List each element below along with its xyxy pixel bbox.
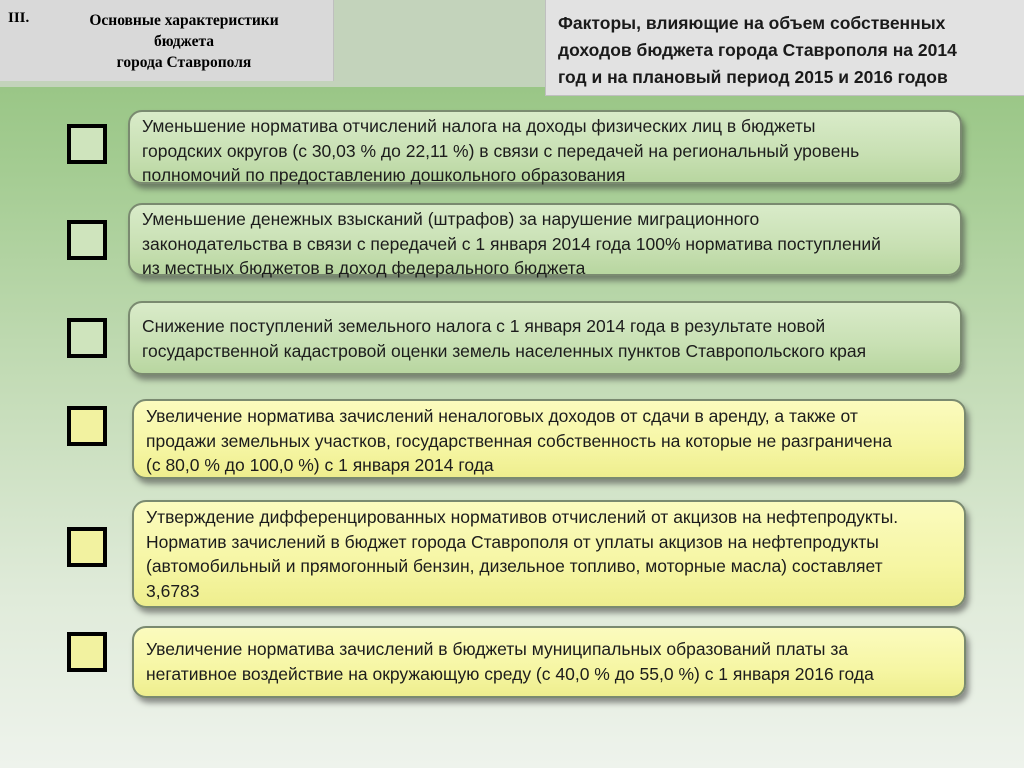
factor-4-card <box>132 399 966 479</box>
factor-6-card <box>132 626 966 698</box>
factors-header <box>545 0 1024 96</box>
factor-4-text: Увеличение норматива зачислений неналоговых доходов от сдачи в аренду, а также от продажи земельных участков, государственная собственность на которые не разграничена (с 80,0 % до 100,0 %) с 1 января 2014 года <box>146 406 892 475</box>
factor-4-checkbox[interactable] <box>67 406 107 446</box>
section-header <box>0 0 334 81</box>
factor-6-text: Увеличение норматива зачислений в бюджеты муниципальных образований платы за негативное воздействие на окружающую среду (с 40,0 % до 55,0 %) с 1 января 2016 года <box>146 639 874 684</box>
factor-2-checkbox[interactable] <box>67 220 107 260</box>
factor-5-card <box>132 500 966 608</box>
factor-1-text: Уменьшение норматива отчислений налога на доходы физических лиц в бюджеты городских округов (с 30,03 % до 22,11 %) в связи с передачей на региональный уровень полномочий по предоставлению дошкольного образования <box>142 116 860 185</box>
factor-5-checkbox[interactable] <box>67 527 107 567</box>
factor-5-text: Утверждение дифференцированных нормативов отчислений от акцизов на нефтепродукты. Норматив зачислений в бюджет города Ставрополя от уплаты акцизов на нефтепродукты (автомобильный и прямогонный бензин, дизельное топливо, моторные масла) составляет 3,6783 <box>146 507 899 601</box>
factor-3-card <box>128 301 962 375</box>
section-number: III. <box>8 10 30 26</box>
section-title: Основные характеристики бюджета города Ставрополя <box>89 12 279 71</box>
factor-2-text: Уменьшение денежных взысканий (штрафов) за нарушение миграционного законодательства в связи с передачей с 1 января 2014 года 100% норматива поступлений из местных бюджетов в доход федерального бюджета <box>142 209 881 278</box>
factor-1-checkbox[interactable] <box>67 124 107 164</box>
factor-3-checkbox[interactable] <box>67 318 107 358</box>
factors-title: Факторы, влияющие на объем собственных доходов бюджета города Ставрополя на 2014 год и на плановый период 2015 и 2016 годов <box>558 13 957 87</box>
factor-1-card <box>128 110 962 184</box>
factor-3-text: Снижение поступлений земельного налога с 1 января 2014 года в результате новой государственной кадастровой оценки земель населенных пунктов Ставропольского края <box>142 316 867 361</box>
factor-2-card <box>128 203 962 276</box>
factor-6-checkbox[interactable] <box>67 632 107 672</box>
